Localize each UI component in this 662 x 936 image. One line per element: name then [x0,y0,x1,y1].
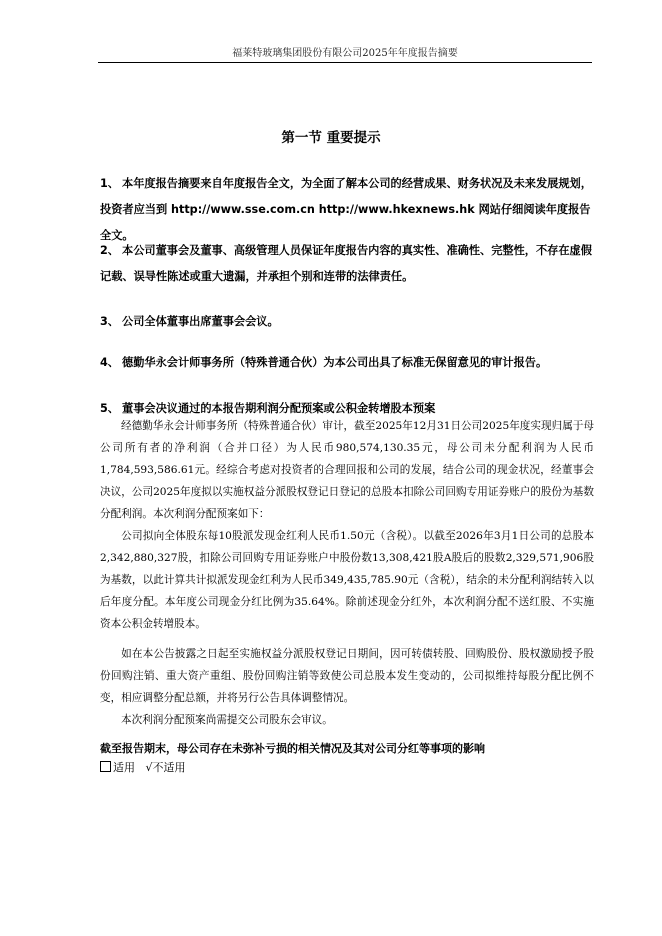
check-mark-icon: √ [145,761,153,774]
profit-distribution-paragraph-1 [100,415,594,525]
item-number: 4、 [100,356,119,369]
item-number: 3、 [100,315,119,328]
profit-distribution-paragraph-3 [100,643,594,709]
item-text: 本公司董事会及董事、高级管理人员保证年度报告内容的真实性、准确性、完整性，不存在虚假记载、误导性陈述或重大遗漏，并承担个别和连带的法律责任。 [100,244,592,283]
paragraph-text: 公司拟向全体股东每10股派发现金红利人民币1.50元（含税）。以截至2026年3月1日公司的总股本2,342,880,327股，扣除公司回购专用证券账户中股份数13,308,421股A股后的股数2,329,571,906股为基数，以此计算共计拟派发现金红利为人民币349,435,785.90元（含税），结余的未分配利润结转入以后年度分配。本年度公司现金分红比例为35.64%。除前述现金分红外，本次利润分配不送红股、不实施资本公积金转增股本。 [100,530,594,630]
checkbox-icon [100,761,111,772]
section-title: 第一节 重要提示 [281,130,381,146]
item-text: 本年度报告摘要来自年度报告全文，为全面了解本公司的经营成果、财务状况及未来发展规划，投资者应当到 http://www.sse.com.cn http://www.hkexnews.hk 网站仔细阅读年度报告全文。 [100,177,592,242]
item-text: 公司全体董事出席董事会会议。 [122,315,279,328]
item-number: 2、 [100,244,119,257]
item-text: 德勤华永会计师事务所（特殊普通合伙）为本公司出具了标准无保留意见的审计报告。 [122,356,548,369]
option-applicable: 适用 [113,761,135,774]
item-number: 1、 [100,177,119,190]
page-header: 福莱特玻璃集团股份有限公司2025年年度报告摘要 [232,48,458,59]
paragraph-text: 本次利润分配预案尚需提交公司股东会审议。 [121,714,333,726]
item-number: 5、 [100,402,119,415]
option-not-applicable: 不适用 [152,761,186,774]
paragraph-text: 如在本公告披露之日起至实施权益分派股权登记日期间，因可转债转股、回购股份、股权激励授予股份回购注销、重大资产重组、股份回购注销等致使公司总股本发生变动的，公司拟维持每股分配比例不变，相应调整分配总额，并将另行公告具体调整情况。 [100,648,594,704]
notice-item-2 [100,238,594,290]
profit-distribution-paragraph-2 [100,525,594,635]
undistributed-loss-heading: 截至报告期末，母公司存在未弥补亏损的相关情况及其对公司分红等事项的影响 [100,742,485,755]
notice-item-4 [100,350,594,376]
applicability-line [100,759,186,775]
paragraph-text: 经德勤华永会计师事务所（特殊普通合伙）审计，截至2025年12月31日公司2025年度实现归属于母公司所有者的净利润（合并口径）为人民币980,574,130.35元，母公司未分配利润为人民币1,784,593,586.61元。经综合考虑对投资者的合理回报和公司的发展，结合公司的现金状况，经董事会决议，公司2025年度拟以实施权益分派股权登记日登记的总股本扣除公司回购专用证券账户的股份为基数分配利润。本次利润分配预案如下： [100,420,594,520]
profit-distribution-paragraph-4 [100,709,594,731]
item-text: 董事会决议通过的本报告期利润分配预案或公积金转增股本预案 [122,402,436,415]
header-divider [98,62,592,63]
notice-item-3 [100,309,594,335]
